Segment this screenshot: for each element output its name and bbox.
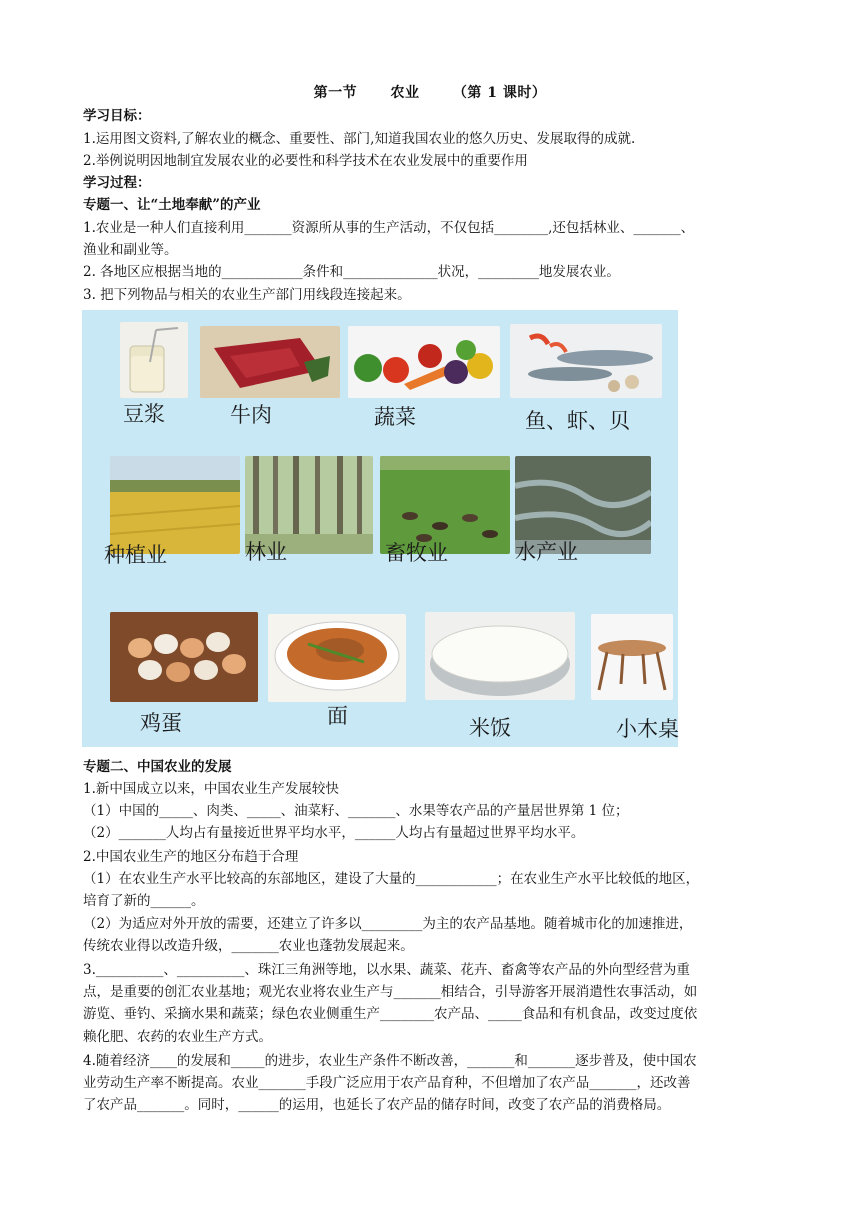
title-lesson: （第 1 课时）	[452, 85, 547, 101]
goal-item-1: 1.运用图文资料,了解农业的概念、重要性、部门,知道我国农业的悠久历史、发展取得的成就.	[83, 131, 636, 147]
eggs-image	[110, 612, 258, 702]
topic2-line: （2）_______人均占有量接近世界平均水平，______人均占有量超过世界平均水平。	[83, 825, 585, 841]
topic2-line: 了农产品_______。同时，______的运用，也延长了农产品的储存时间，改变了农产品的消费格局。	[83, 1097, 671, 1113]
topic2-heading: 专题二、中国农业的发展	[83, 759, 232, 775]
topic2-line: （1）在农业生产水平比较高的东部地区，建设了大量的____________；在农业生产水平比较低的地区，	[83, 871, 700, 887]
topic2-line: 4.随着经济____的发展和_____的进步，农业生产条件不断改善，_______和_______逐步普及，使中国农	[83, 1053, 697, 1069]
beef-image	[200, 326, 340, 398]
goals-heading: 学习目标：	[83, 108, 151, 124]
wooden-table-image	[591, 614, 673, 700]
item-rice: 米饭	[469, 716, 511, 740]
topic2-line: 1.新中国成立以来，中国农业生产发展较快	[83, 781, 339, 797]
seafood-image	[510, 324, 662, 398]
topic1-question-3: 3. 把下列物品与相关的农业生产部门用线段连接起来。	[83, 287, 411, 303]
dept-animal-husbandry: 畜牧业	[385, 541, 448, 565]
title-section: 第一节	[313, 85, 358, 101]
topic2-line: （2）为适应对外开放的需要，还建立了许多以_________为主的农产品基地。随着城市化的加速推进，	[83, 916, 693, 932]
topic1-question-2: 2. 各地区应根据当地的____________条件和______________状况，_________地发展农业。	[83, 264, 620, 280]
item-seafood: 鱼、虾、贝	[525, 409, 630, 433]
title-topic: 农业	[390, 85, 420, 101]
goal-item-2: 2.举例说明因地制宜发展农业的必要性和科学技术在农业发展中的重要作用	[83, 153, 528, 169]
topic2-line: 赖化肥、农药的农业生产方式。	[83, 1029, 272, 1045]
topic2-line: 3.__________、__________、珠江三角洲等地，以水果、蔬菜、花卉、畜禽等农产品的外向型经营为重	[83, 962, 690, 978]
rice-image	[425, 612, 575, 700]
matching-board	[82, 310, 678, 747]
process-heading: 学习过程：	[83, 175, 151, 191]
topic2-line: 传统农业得以改造升级，_______农业也蓬勃发展起来。	[83, 938, 414, 954]
topic1-question-1: 1.农业是一种人们直接利用_______资源所从事的生产活动，不仅包括________,还包括林业、_______、	[83, 220, 695, 236]
item-beef: 牛肉	[230, 403, 272, 427]
topic2-line: （1）中国的_____、肉类、_____、油菜籽、_______、水果等农产品的产量居世界第 1 位；	[83, 803, 629, 819]
topic2-line: 点，是重要的创汇农业基地；观光农业将农业生产与_______相结合，引导游客开展消遣性农事活动，如	[83, 984, 698, 1000]
topic2-line: 培育了新的______。	[83, 893, 205, 909]
item-wooden-table: 小木桌	[616, 717, 679, 741]
noodles-image	[268, 614, 406, 702]
vegetables-image	[348, 326, 500, 398]
dept-forestry: 林业	[245, 540, 287, 564]
item-noodles: 面	[327, 704, 348, 728]
topic1-heading: 专题一、让“土地奉献”的产业	[83, 197, 261, 213]
topic2-line: 2.中国农业生产的地区分布趋于合理	[83, 849, 299, 865]
dept-planting: 种植业	[104, 543, 167, 567]
item-soy-milk: 豆浆	[123, 402, 165, 426]
topic1-question-1-cont: 渔业和副业等。	[83, 242, 178, 258]
topic2-line: 游览、垂钓、采摘水果和蔬菜；绿色农业侧重生产________农产品、_____食品和有机食品，改变过度依	[83, 1006, 698, 1022]
dept-fishery: 水产业	[515, 540, 578, 564]
item-vegetables: 蔬菜	[374, 405, 416, 429]
item-eggs: 鸡蛋	[140, 711, 182, 735]
soy-milk-image	[120, 322, 188, 398]
topic2-line: 业劳动生产率不断提高。农业_______手段广泛应用于农产品育种，不但增加了农产品_______，还改善	[83, 1075, 691, 1091]
page-title	[0, 82, 860, 102]
